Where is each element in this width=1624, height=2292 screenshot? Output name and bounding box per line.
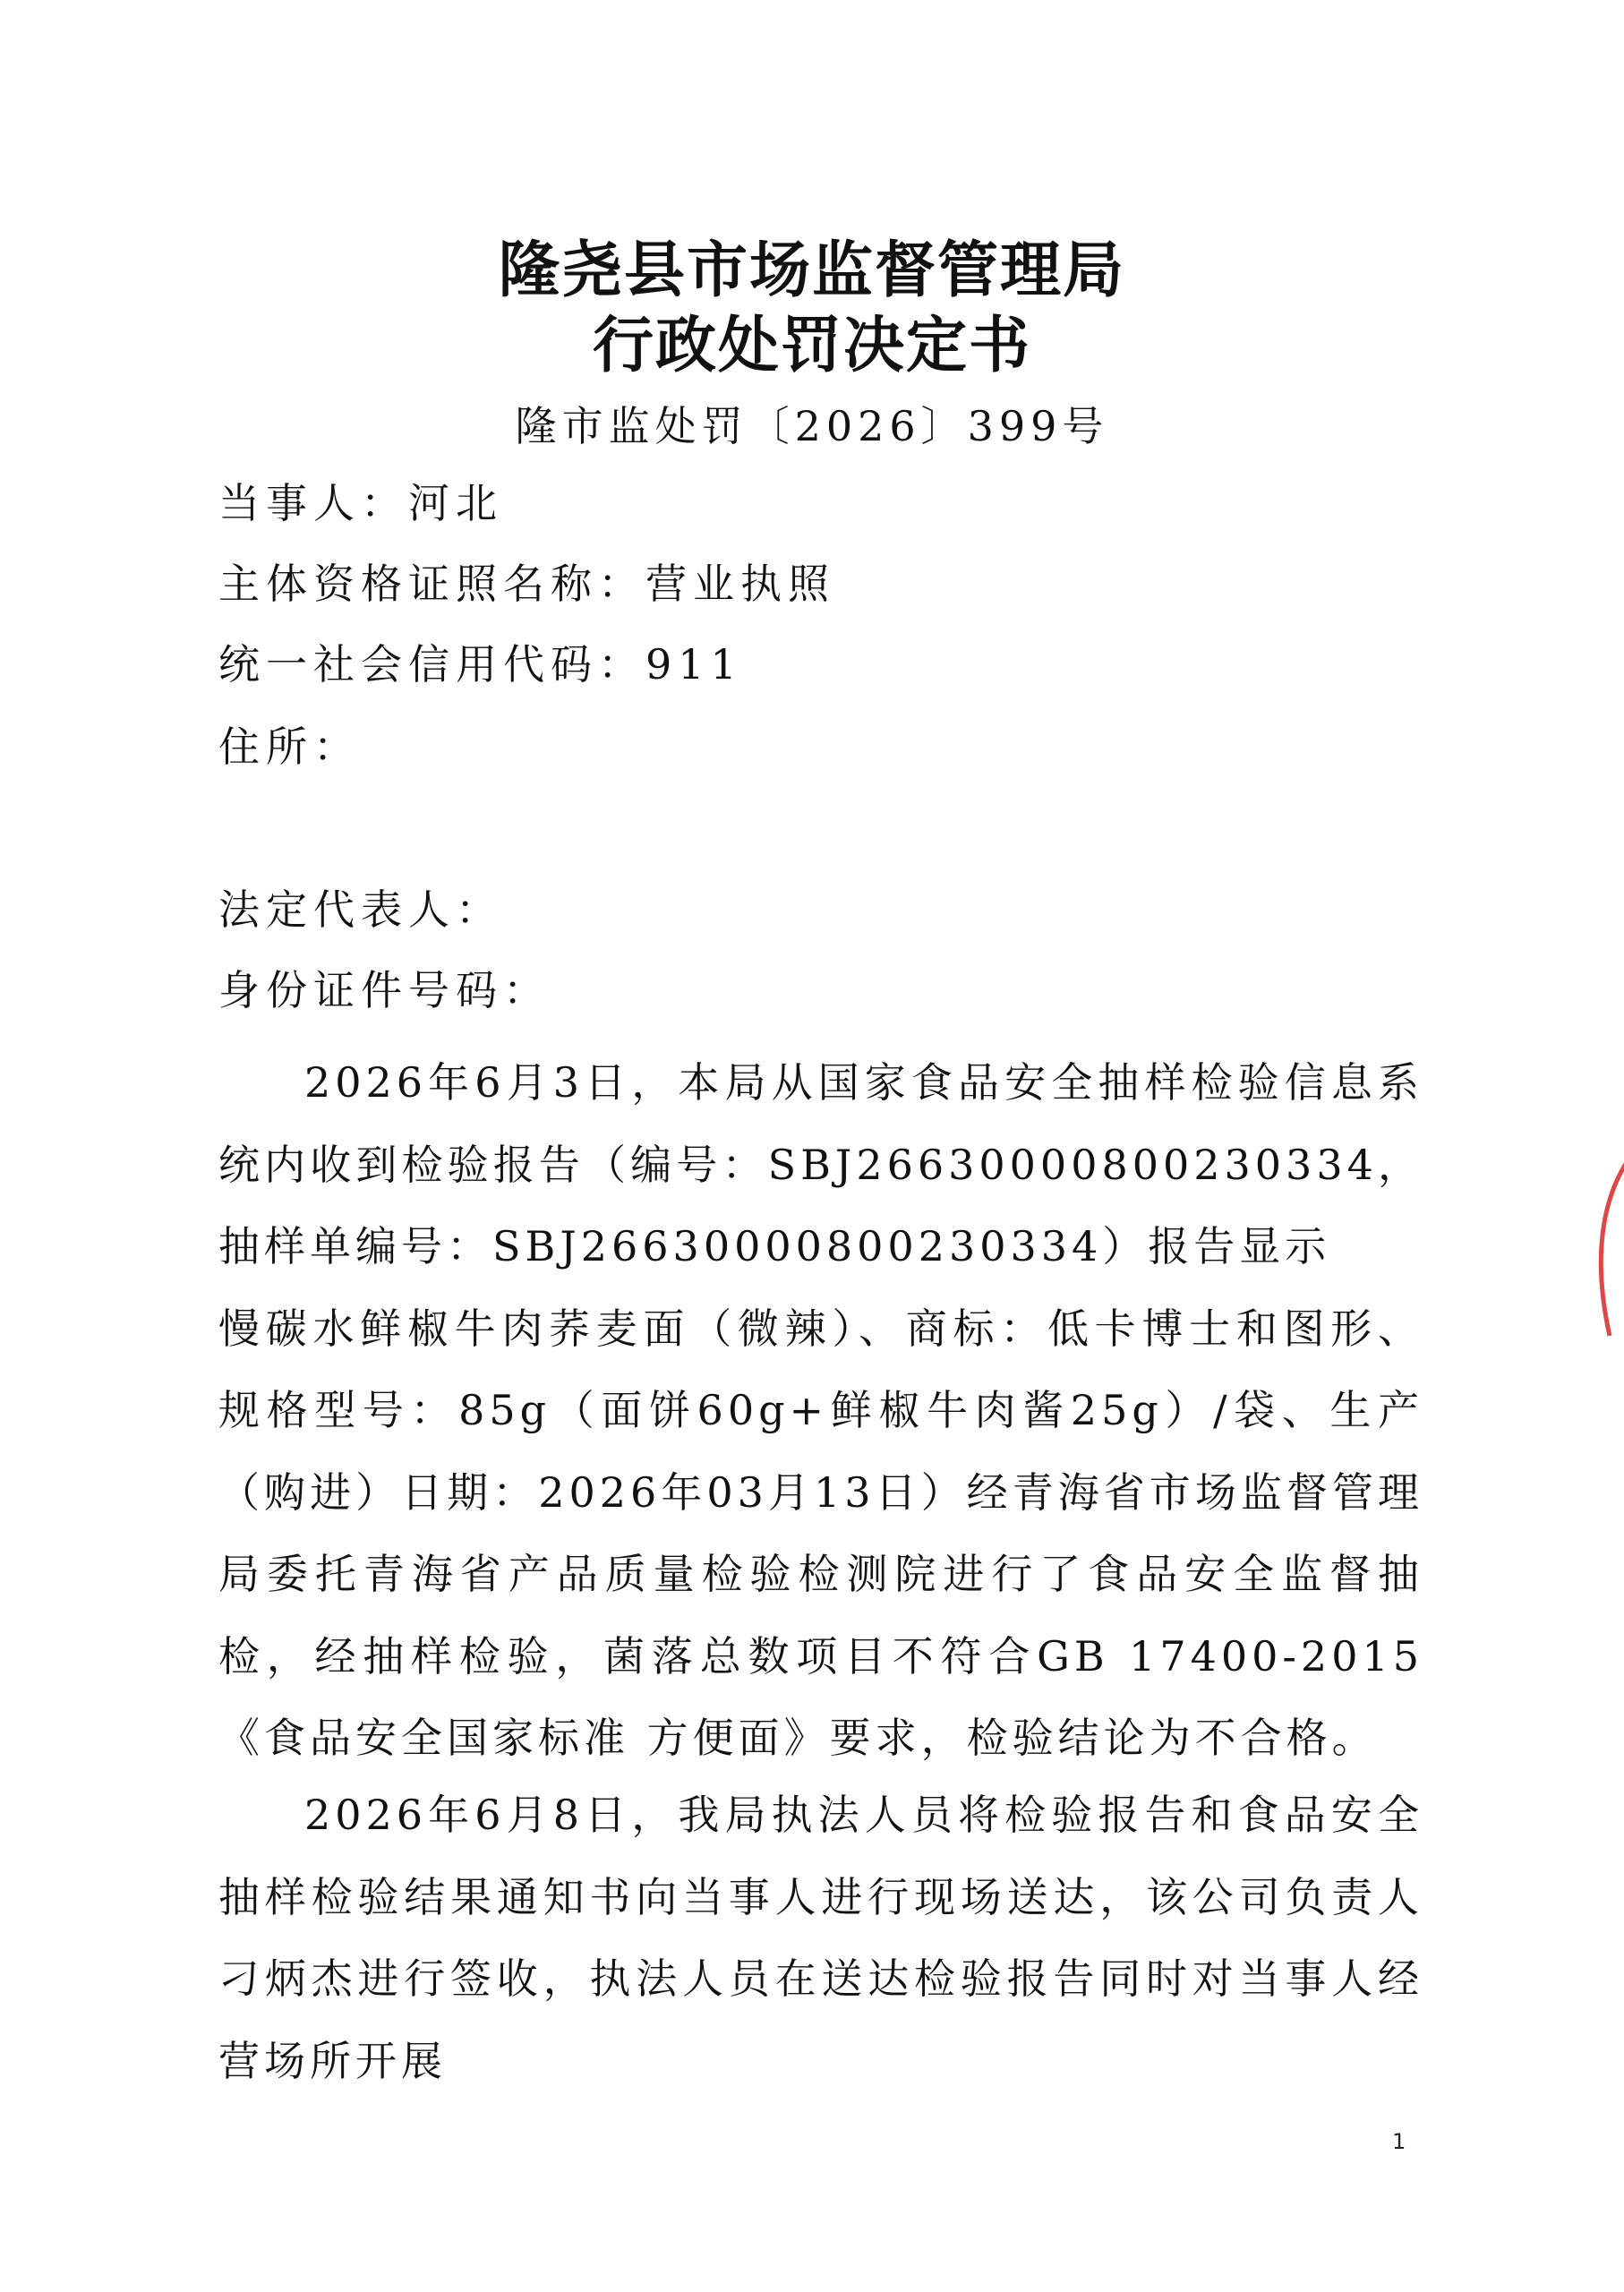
- official-seal-icon: [1583, 1130, 1624, 1398]
- address-field: 住所：: [218, 723, 361, 771]
- credit-code-field: 统一社会信用代码：911: [218, 640, 743, 688]
- document-title: 行政处罚决定书: [592, 310, 1031, 381]
- product-details-text: 慢碳水鲜椒牛肉荞麦面（微辣）、商标：低卡博士和图形、规格型号：85g（面饼60g+鲜椒牛肉酱25g）/袋、生产（购进）日期：2026年03月13日）经青海省市场监督管理局委托青海省产品质量检验检测院进行了食品安全监督抽检，经抽样检验，菌落总数项目不符合GB 17400-2015《食品安全国家标准 方便面》要求，检验结论为不合格。: [218, 1304, 1423, 1762]
- legal-representative-field: 法定代表人：: [218, 885, 503, 934]
- party-field: 当事人：河北: [218, 479, 503, 527]
- page-number: 1: [1392, 2129, 1406, 2154]
- id-number-field: 身份证件号码：: [218, 966, 551, 1014]
- agency-title: 隆尧县市场监督管理局: [498, 235, 1125, 306]
- inspection-report-text: 2026年6月3日，本局从国家食品安全抽样检验信息系统内收到检验报告（编号：SBJ26630000800230334，抽样单编号：SBJ26630000800230334）报告显示: [218, 1058, 1423, 1270]
- delivery-paragraph: [218, 1775, 1423, 2102]
- inspection-paragraph: [218, 1042, 1423, 1780]
- document-number: 隆市监处罚〔2026〕399号: [515, 402, 1109, 450]
- license-name-field: 主体资格证照名称：营业执照: [218, 560, 835, 608]
- delivery-text: 2026年6月8日，我局执法人员将检验报告和食品安全抽样检验结果通知书向当事人进行现场送达，该公司负责人刁炳杰进行签收，执法人员在送达检验报告同时对当事人经营场所开展: [218, 1791, 1423, 2085]
